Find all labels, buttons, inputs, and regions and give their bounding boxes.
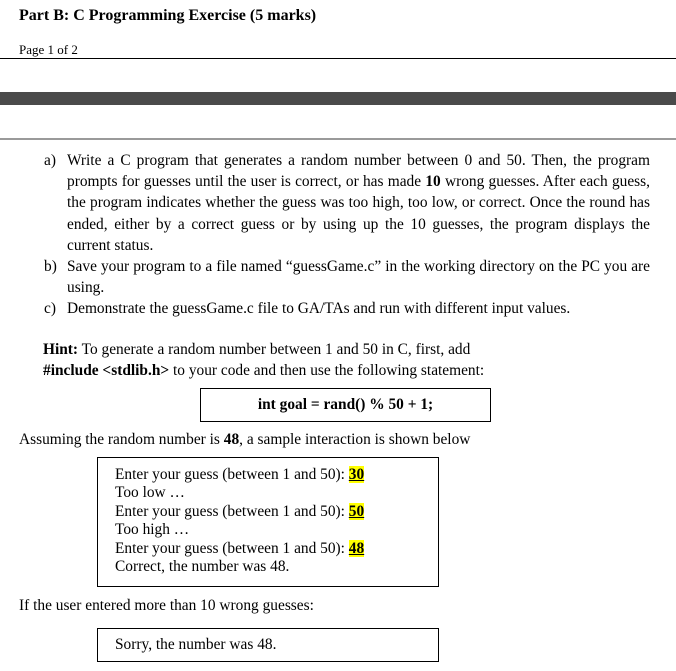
item-text: Demonstrate the guessGame.c file to GA/TAs and run with different input values. [67,300,571,318]
sample-line: Enter your guess (between 1 and 50): 30 [115,466,365,483]
item-label: c) [44,300,56,318]
sample-line: Enter your guess (between 1 and 50): 50 [115,502,365,520]
hint-paragraph: Hint: To generate a random number between 1 and 50 in C, first, add #include <stdlib.h> to your code and then use the following statement: [43,341,485,379]
sample-line: Too high … [115,521,190,539]
page-number: Page 1 of 2 [19,42,78,57]
sorry-output-box: Sorry, the number was 48. [97,628,439,662]
sample-line: Too low … [115,484,185,502]
code-statement-box: int goal = rand() % 50 + 1; [200,388,491,422]
sample-line: Enter your guess (between 1 and 50): 48 [115,539,365,557]
section-band [0,92,676,105]
list-item [44,256,650,298]
item-text: Save your program to a file named “guessGame.c” in the working directory on the PC you are using. [67,258,650,297]
header-divider [0,58,676,59]
section-divider [0,138,676,140]
page-title: Part B: C Programming Exercise (5 marks) [19,7,317,24]
item-label: a) [44,152,56,169]
sample-intro: Assuming the random number is 48, a sample interaction is shown below [19,431,471,448]
user-input: 30 [348,466,365,483]
include-directive: #include <stdlib.h> [43,362,170,379]
hint-label: Hint: [43,341,79,358]
user-input: 50 [348,502,365,520]
list-item [44,150,650,256]
item-text: Write a C program that generates a random number between 0 and 50. Then, the program prompts for guesses until the user is correct, or has made 10 wrong guesses. After each guess, the program indicates whether the guess was too high, too low, or correct. Once the round has ended, either by a correct guess or by using up the 10 guesses, the program displays the current status. [67,152,650,254]
user-input: 48 [348,539,365,557]
item-label: b) [44,258,57,276]
task-list [44,150,650,320]
sample-line: Correct, the number was 48. [115,558,290,576]
list-item [44,298,650,319]
sample-interaction-box [97,457,439,587]
wrong-guesses-intro: If the user entered more than 10 wrong guesses: [19,597,314,614]
